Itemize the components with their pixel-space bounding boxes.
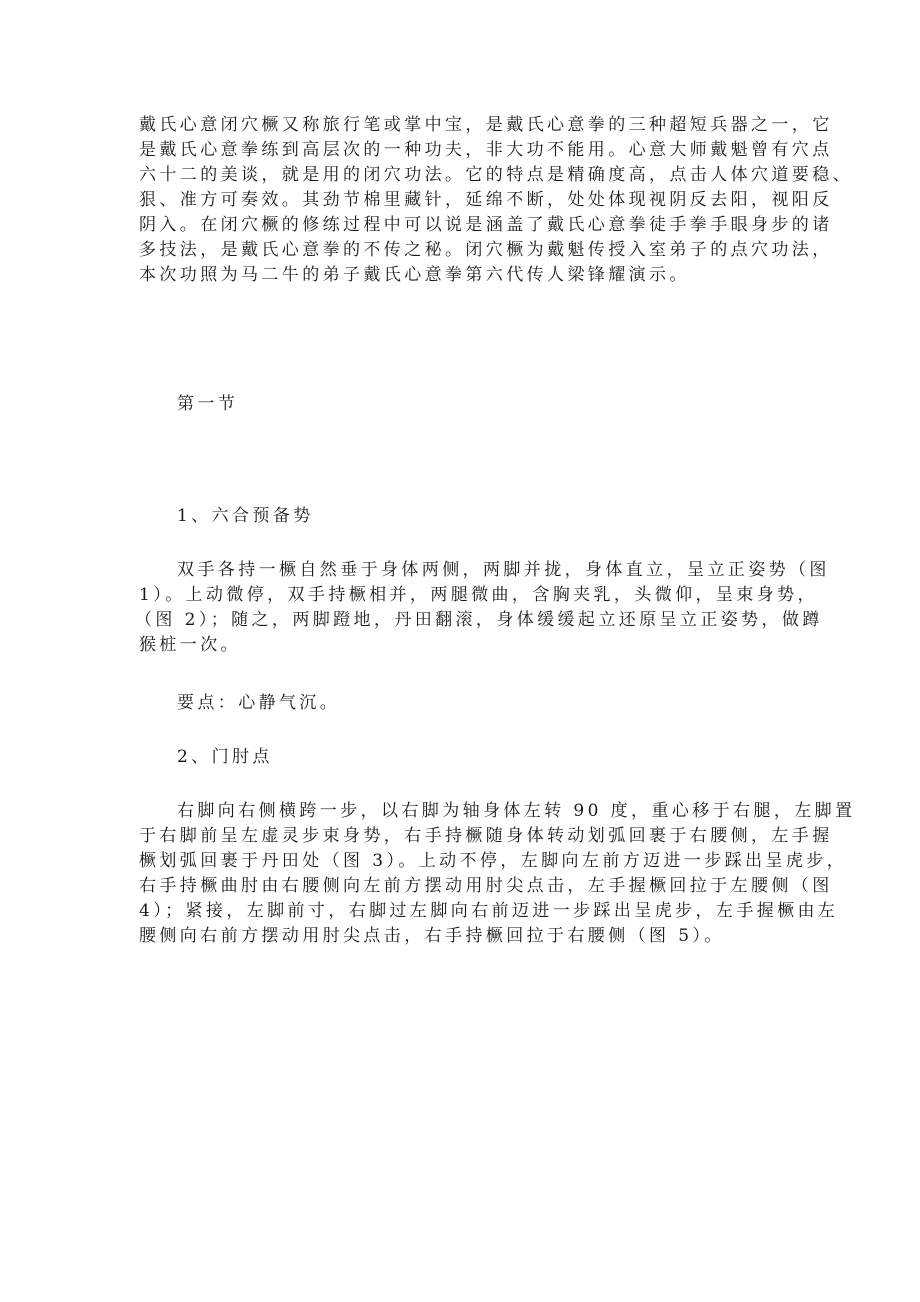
section-title: 第一节 [177, 394, 239, 414]
text-line: 本次功照为马二牛的弟子戴氏心意拳第六代传人梁锋耀演示。 [139, 265, 690, 285]
move-title-2: 2、门肘点 [177, 747, 273, 767]
text-line: 腰侧向右前方摆动用肘尖点击，右手持橛回拉于右腰侧（图 5）。 [139, 926, 725, 946]
text-line: 多技法，是戴氏心意拳的不传之秘。闭穴橛为戴魁传授入室弟子的点穴功法， [139, 240, 833, 260]
text-line: 猴桩一次。 [139, 635, 241, 655]
key-point: 要点：心静气沉。 [177, 693, 341, 713]
text-line: 六十二的美谈，就是用的闭穴功法。它的特点是精确度高，点击人体穴道要稳、 [139, 165, 853, 185]
text-line: （图 2）；随之，两脚蹬地，丹田翻滚，身体缓缓起立还原呈立正姿势，做蹲 [135, 610, 823, 630]
text-line: 4）；紧接，左脚前寸，右脚过左脚向右前迈进一步踩出呈虎步，左手握橛由左 [139, 901, 839, 921]
text-line: 双手各持一橛自然垂于身体两侧，两脚并拢，身体直立，呈立正姿势（图 [177, 560, 830, 580]
text-line: 1）。上动微停，双手持橛相并，两腿微曲，含胸夹乳，头微仰，呈束身势， [139, 585, 818, 605]
text-line: 右脚向右侧横跨一步，以右脚为轴身体左转 90 度，重心移于右腿，左脚置 [177, 801, 856, 821]
text-line: 阴入。在闭穴橛的修练过程中可以说是涵盖了戴氏心意拳徒手拳手眼身步的诸 [139, 215, 833, 235]
move-title-1: 1、六合预备势 [177, 506, 314, 526]
text-line: 戴氏心意闭穴橛又称旅行笔或掌中宝，是戴氏心意拳的三种超短兵器之一，它 [139, 115, 833, 135]
text-line: 右手持橛曲肘由右腰侧向左前方摆动用肘尖点击，左手握橛回拉于左腰侧（图 [139, 876, 833, 896]
text-line: 狠、准方可奏效。其劲节棉里藏针，延绵不断，处处体现视阴反去阳，视阳反 [139, 190, 833, 210]
text-line: 橛划弧回裹于丹田处（图 3）。上动不停，左脚向左前方迈进一步踩出呈虎步， [139, 851, 848, 871]
text-line: 是戴氏心意拳练到高层次的一种功夫，非大功不能用。心意大师戴魁曾有穴点 [139, 140, 833, 160]
text-line: 于右脚前呈左虚灵步束身势，右手持橛随身体转动划弧回裹于右腰侧，左手握 [139, 826, 833, 846]
